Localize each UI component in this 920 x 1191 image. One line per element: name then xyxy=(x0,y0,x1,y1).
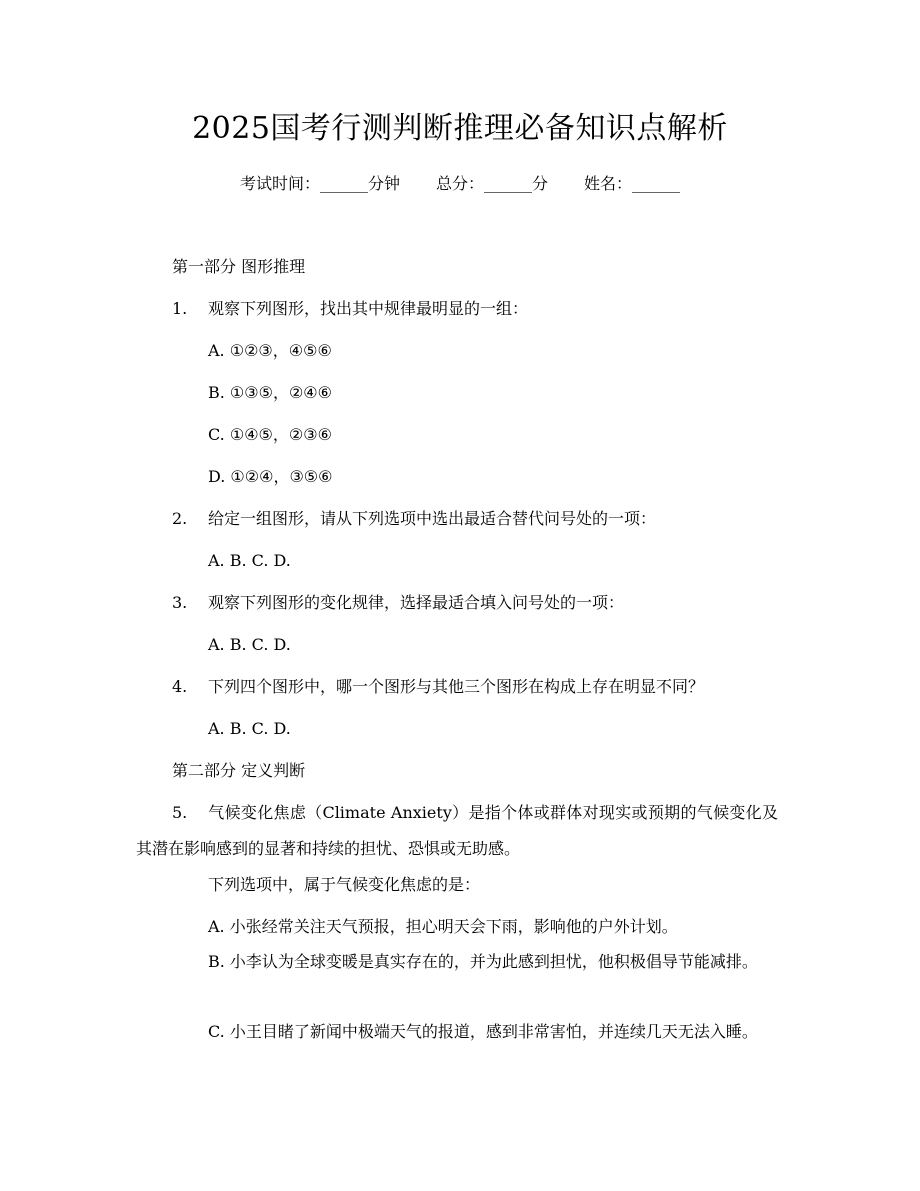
question-text: 观察下列图形，找出其中规律最明显的一组： xyxy=(208,299,529,318)
total-score-field: 总分：______分 xyxy=(435,174,548,193)
option-b: B. ①③⑤，②④⑥ xyxy=(208,383,332,402)
question-text: 下列四个图形中，哪一个图形与其他三个图形在构成上存在明显不同？ xyxy=(208,677,705,696)
name-field: 姓名：______ xyxy=(584,174,681,193)
option-b: B. 小李认为全球变暖是真实存在的，并为此感到担忧，他积极倡导节能减排。 xyxy=(208,952,758,971)
question-text: 观察下列图形的变化规律，选择最适合填入问号处的一项： xyxy=(208,593,625,612)
exam-meta xyxy=(0,172,920,196)
section-heading-1: 第一部分 图形推理 xyxy=(172,257,306,276)
option-a: A. 小张经常关注天气预报，担心明天会下雨，影响他的户外计划。 xyxy=(208,917,678,936)
question-prompt: 下列选项中，属于气候变化焦虑的是： xyxy=(208,875,481,894)
question-number: 5. xyxy=(172,803,188,822)
question-text: 气候变化焦虑（Climate Anxiety）是指个体或群体对现实或预期的气候变化及其潜在影响感到的显著和持续的担忧、恐惧或无助感。 xyxy=(136,803,778,858)
page-title: 2025国考行测判断推理必备知识点解析 xyxy=(192,111,728,146)
option-c: C. 小王目睹了新闻中极端天气的报道，感到非常害怕，并连续几天无法入睡。 xyxy=(208,1022,758,1041)
option-d: D. ①②④，③⑤⑥ xyxy=(208,467,333,486)
options-line: A. B. C. D. xyxy=(208,635,291,654)
section-heading-2: 第二部分 定义判断 xyxy=(172,761,306,780)
question-text: 给定一组图形，请从下列选项中选出最适合替代问号处的一项： xyxy=(208,509,657,528)
exam-time-field: 考试时间：______分钟 xyxy=(239,174,400,193)
option-c: C. ①④⑤，②③⑥ xyxy=(208,425,332,444)
option-a: A. ①②③，④⑤⑥ xyxy=(208,341,332,360)
question-number: 4. xyxy=(172,677,188,696)
question-paragraph xyxy=(136,795,778,867)
options-line: A. B. C. D. xyxy=(208,551,291,570)
question-number: 1. xyxy=(172,299,188,318)
question-number: 3. xyxy=(172,593,188,612)
question-number: 2. xyxy=(172,509,188,528)
options-line: A. B. C. D. xyxy=(208,719,291,738)
